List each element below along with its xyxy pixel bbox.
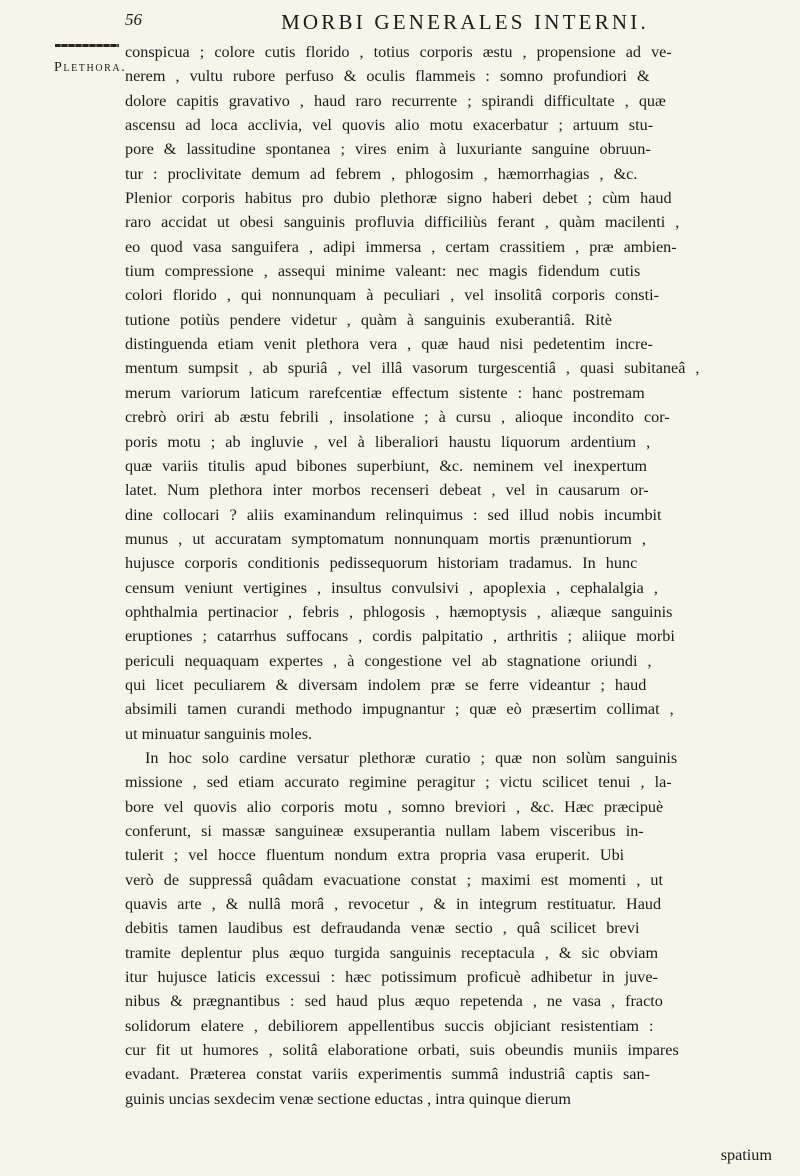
text-line: dolore capitis gravativo , haud raro recurrente ; spirandi difficultate , quæ <box>125 91 666 110</box>
text-line: crebrò oriri ab æstu febrili , insolatione ; à cursu , alioque incondito cor- <box>125 408 670 427</box>
text-line: cur fit ut humores , solitâ elaboratione orbati, suis obeundis muniis impares <box>125 1041 679 1060</box>
text-line: periculi nequaquam expertes , à congestione vel ab stagnatione oriundi , <box>125 651 652 670</box>
text-line: ophthalmia pertinacior , febris , phlogosis , hæmoptysis , aliæque sanguinis <box>125 602 673 621</box>
text-line: guinis uncias sexdecim venæ sectione eductas , intra quinque dierum <box>125 1089 571 1108</box>
text-line: poris motu ; ab ingluvie , vel à liberaliori haustu liquorum ardentium , <box>125 432 651 451</box>
text-line: conspicua ; colore cutis florido , totius corporis æstu , propensione ad ve- <box>125 43 672 61</box>
body-text <box>125 40 777 1111</box>
text-line: ascensu ad loca acclivia, vel quovis alio motu exacerbatur ; artuum stu- <box>125 116 654 135</box>
text-line: bore vel quovis alio corporis motu , somno breviori , &c. Hæc præcipuè <box>125 797 664 816</box>
running-title: MORBI GENERALES INTERNI. <box>281 10 649 34</box>
catchword: spatium <box>720 1146 772 1164</box>
text-line: tium compressione , assequi minime valeant: nec magis fidendum cutis <box>125 262 641 281</box>
text-line: nibus & prægnantibus : sed haud plus æquo repetenda , ne vasa , fracto <box>125 992 663 1011</box>
text-line: tulerit ; vel hocce fluentum nondum extra propria vasa eruperit. Ubi <box>125 846 625 865</box>
text-line: debitis tamen laudibus est defraudanda venæ sectio , quâ scilicet brevi <box>125 919 640 938</box>
page-header <box>125 10 775 36</box>
text-line: qui licet peculiarem & diversam indolem præ se ferre videantur ; haud <box>125 675 647 694</box>
text-line: mentum sumpsit , ab spuriâ , vel illâ vasorum turgescentiâ , quasi subitaneâ , <box>125 359 700 378</box>
text-line: merum variorum laticum rarefcentiæ effectum sistente : hanc postremam <box>125 383 645 402</box>
margin-note: Plethora. <box>54 60 127 75</box>
text-line: censum veniunt vertigines , insultus convulsivi , apoplexia , cephalalgia , <box>125 578 658 597</box>
text-line: raro accidat ut obesi sanguinis profluvia difficiliùs ferant , quàm macilenti , <box>125 213 680 232</box>
text-line: tur : proclivitate demum ad febrem , phlogosim , hæmorrhagias , &c. <box>125 164 638 183</box>
text-line: colori florido , qui nonnunquam à peculiari , vel insolitâ corporis consti- <box>125 286 659 305</box>
text-line: In hoc solo cardine versatur plethoræ curatio ; quæ non solùm sanguinis <box>145 748 678 767</box>
text-line: hujusce corporis conditionis pedissequorum historiam tradamus. In hunc <box>125 554 638 573</box>
text-line: latet. Num plethora inter morbos recenseri debeat , vel in causarum or- <box>125 481 649 500</box>
text-line: solidorum elatere , debiliorem appellentibus succis objiciant resistentiam : <box>125 1016 654 1035</box>
text-line: verò de suppressâ quâdam evacuatione constat ; maximi est momenti , ut <box>125 870 664 889</box>
page-number: 56 <box>125 10 142 29</box>
text-line: munus , ut accuratam symptomatum nonnunquam mortis prænuntiorum , <box>125 529 646 548</box>
text-line: distinguenda etiam venit plethora vera , quæ haud nisi pedetentim incre- <box>125 335 653 354</box>
text-line: eruptiones ; catarrhus suffocans , cordis palpitatio , arthritis ; aliique morbi <box>125 627 675 646</box>
text-line: eo quod vasa sanguifera , adipi immersa , certam crassitiem , præ ambien- <box>125 237 677 256</box>
text-line: itur hujusce laticis excessui : hæc potissimum proficuè adhibetur in juve- <box>125 968 658 987</box>
text-line: ut minuatur sanguinis moles. <box>125 724 313 743</box>
text-line: tramite deplentur plus æquo turgida sanguinis receptacula , & sic obviam <box>125 943 659 962</box>
text-line: pore & lassitudine spontanea ; vires enim à luxuriante sanguine obruun- <box>125 140 651 159</box>
text-line: quavis arte , & nullâ morâ , revocetur , & in integrum restituatur. Haud <box>125 895 662 914</box>
text-line: dine collocari ? aliis examinandum relinquimus : sed illud nobis incumbit <box>125 505 662 524</box>
text-line: tutione potiùs pendere videtur , quàm à sanguinis exuberantiâ. Ritè <box>125 310 612 329</box>
text-line: nerem , vultu rubore perfuso & oculis flammeis : somno profundiori & <box>125 67 650 86</box>
text-line: evadant. Præterea constat variis experimentis summâ industriâ captis san- <box>125 1065 650 1084</box>
margin-rule-ornament <box>55 44 119 47</box>
text-line: absimili tamen curandi methodo impugnantur ; quæ eò præsertim collimat , <box>125 700 674 719</box>
text-line: missione , sed etiam accurato regimine peragitur ; victu scilicet tenui , la- <box>125 773 672 792</box>
text-line: Plenior corporis habitus pro dubio plethoræ signo haberi debet ; cùm haud <box>125 189 672 208</box>
text-line: quæ variis titulis apud bibones superbiunt, &c. neminem vel inexpertum <box>125 456 648 475</box>
text-line: conferunt, si massæ sanguineæ exsuperantia nullam labem visceribus in- <box>125 822 644 840</box>
